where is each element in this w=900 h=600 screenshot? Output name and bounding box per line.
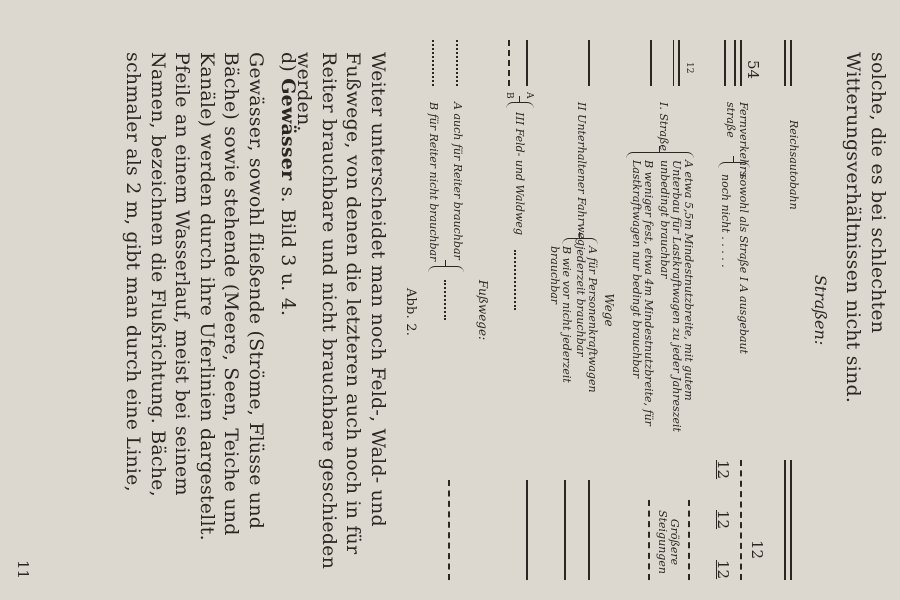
route-number-r2: 12	[714, 510, 732, 530]
feldweg-line-a	[526, 40, 528, 86]
feldweg-label: III Feld- und Waldweg	[513, 112, 526, 235]
autobahn-line-right	[784, 460, 792, 580]
fahrweg-brace	[562, 238, 598, 245]
section-heading-gewaesser	[276, 52, 301, 572]
fahrweg-line	[588, 40, 590, 86]
steigung-line-2	[648, 500, 650, 580]
feldweg-A-mark: A	[524, 92, 534, 99]
fussweg-line-a	[456, 40, 458, 86]
section-ref: s. Bild 3 u. 4.	[277, 186, 299, 317]
strasse-IB-text: B weniger fest, etwa 4m Mindestnutzbreite, für Lastkraftwagen nur bedingt brauchbar	[630, 160, 655, 426]
intro-paragraph: solche, die es bei schlechten Witterungsverhältnissen nicht sind.	[842, 52, 889, 404]
route-number-54: 54	[744, 60, 762, 80]
route-number-12-small: 12	[684, 62, 694, 74]
feldweg-dots	[514, 250, 516, 310]
fernverkehr-option-a: sowohl als Straße I A ausgebaut	[737, 174, 750, 354]
fahrweg-label: II Unterhaltener Fahrweg	[575, 102, 588, 246]
autobahn-label: Reichsautobahn	[787, 120, 800, 210]
feldweg-line-b	[508, 40, 510, 86]
wege-title: Wege	[602, 293, 616, 327]
fussweg-dots	[444, 280, 446, 320]
fernverkehr-label: Fernverkehrs straße	[724, 102, 750, 178]
strasse-IA-line	[678, 40, 680, 86]
strasse-IA-line2	[673, 40, 674, 86]
fahrweg-line-right-a	[588, 480, 590, 580]
section-letter: d)	[277, 52, 299, 72]
fernverkehr-line-right	[740, 460, 742, 580]
paragraph-gewaesser: Gewässer, sowohl fließende (Ströme, Flüsse und Bäche) sowie stehende (Meere, Seen, Teiche und Kanäle) werden durch ihre Uferlinien dargestellt. Pfeile an einem Wasserlauf, meist bei seinem Namen, bezeichnen die Flußrichtung. Bäche, schmaler als 2 m, gibt man durch eine Linie,	[122, 52, 267, 541]
strasse-I-brace	[626, 152, 694, 159]
strasse-IB-line	[650, 40, 652, 86]
route-number-r1: 12	[714, 460, 732, 480]
route-number-r3: 12	[714, 560, 732, 580]
fussweg-brace	[428, 266, 464, 273]
feldweg-line-right-a	[526, 480, 528, 580]
fahrweg-A-text: A für Personenkraftwagen jederzeit brauchbar	[574, 246, 599, 393]
strasse-I-label: I. Straße	[657, 102, 670, 151]
legend-title: Straßen:	[811, 274, 830, 346]
steigungen-label: Größere Steigungen	[656, 510, 681, 574]
fernverkehr-line-a	[734, 40, 742, 86]
section-word: Gewässer	[277, 78, 299, 181]
figure-caption: Abb. 2.	[403, 287, 418, 337]
steigung-line-1	[688, 500, 690, 580]
fernverkehr-brace	[718, 162, 750, 169]
fernverkehr-line-b	[724, 40, 726, 86]
page-number: 11	[14, 560, 32, 580]
fusswege-title: Fußwege:	[476, 279, 490, 341]
strasse-IA-text: A etwa 5,5m Mindestnutzbreite, mit gutem Unterbau für Lastkraftwagen zu jeder Jahreszeit unbedingt brauchbar	[658, 160, 695, 432]
route-number-right: 12	[748, 540, 766, 560]
fernverkehr-option-b: noch nicht . . . . .	[719, 174, 732, 268]
fussweg-line-right	[448, 480, 450, 580]
paragraph-wege: Weiter unterscheidet man noch Feld-, Wald- und Fußwege, von denen die letzteren auch noch in für Reiter brauchbare und nicht brauchbare geschieden werden.	[293, 52, 389, 570]
autobahn-line	[784, 40, 792, 86]
fussweg-A-text: A auch für Reiter brauchbar	[451, 102, 464, 260]
feldweg-B-mark: B	[504, 92, 514, 99]
fahrweg-line-right-b	[564, 480, 566, 580]
feldweg-brace	[506, 102, 534, 109]
fussweg-B-text: B für Reiter nicht brauchbar	[427, 102, 440, 262]
fussweg-line-b	[432, 40, 434, 86]
fahrweg-B-text: B wie vor nicht jederzeit brauchbar	[548, 246, 573, 383]
